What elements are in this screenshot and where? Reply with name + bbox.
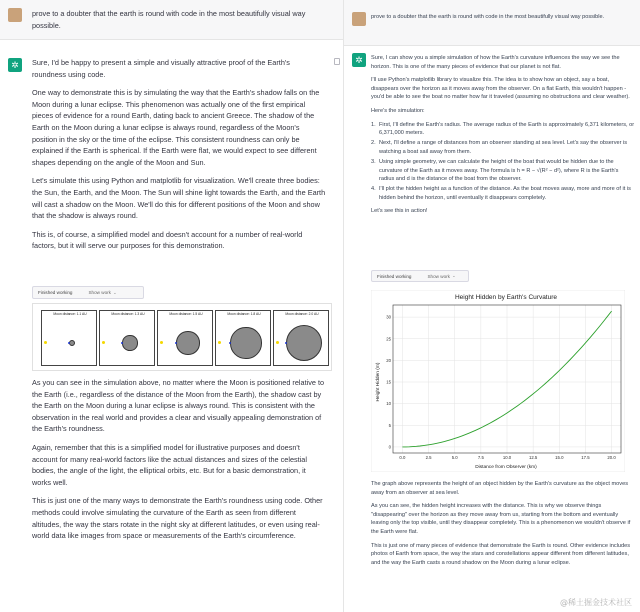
chatgpt-logo-icon: ✲ xyxy=(8,58,22,72)
response-paragraph: The graph above represents the height of an object hidden by the Earth's curvature as the object moves away from an observer at sea level. xyxy=(371,481,628,496)
moon-panel-title: Moon distance: 1.5 AU xyxy=(169,312,203,316)
moon-panel-title: Moon distance: 1.3 AU xyxy=(111,312,145,316)
user-avatar xyxy=(352,12,366,26)
x-tick-label: 17.5 xyxy=(581,455,590,460)
x-tick-label: 7.5 xyxy=(477,455,484,460)
response-paragraph: Let's simulate this using Python and matplotlib for visualization. We'll create three bodies: the Sun, the Earth, and the Moon. The Sun will shine light towards the Earth, and the Earth will cast a shadow on the Moon. We'll do this for different positions of the Moon and show that the shadow is always round. xyxy=(32,176,326,221)
assistant-response-bottom xyxy=(371,480,635,572)
lunar-eclipse-figure xyxy=(32,303,332,371)
y-tick-label: 30 xyxy=(386,314,391,320)
assistant-response-bottom xyxy=(32,377,326,549)
finished-working-label: Finished working xyxy=(377,273,412,279)
x-tick-label: 10.0 xyxy=(502,455,512,460)
step-item: 3. Using simple geometry, we can calculate the height of the boat that would be hidden due to the curvature of the Earth as it moves away. The formula is h = R − √(R² − d²), where R is the Earth's radius and d is the distance of the boat from the observer. xyxy=(371,158,619,183)
sun-dot xyxy=(276,341,279,344)
x-tick-label: 12.5 xyxy=(528,455,538,460)
sun-dot xyxy=(44,341,47,344)
show-work-toggle[interactable]: Show work xyxy=(427,273,450,279)
x-tick-label: 0.0 xyxy=(399,455,406,460)
y-tick-label: 15 xyxy=(386,379,391,385)
x-tick-label: 2.5 xyxy=(425,455,432,460)
finished-working-box[interactable] xyxy=(371,270,469,282)
show-work-toggle[interactable]: Show work xyxy=(88,290,111,295)
user-message: prove to a doubter that the earth is round with code in the most beautifully visual way possible. xyxy=(32,9,306,30)
y-tick-label: 20 xyxy=(386,357,391,363)
moon-panel-title: Moon distance: 1.1 AU xyxy=(53,312,87,316)
earth-shadow-circle xyxy=(230,327,261,358)
moon-dot xyxy=(285,342,287,344)
user-message: prove to a doubter that the earth is round with code in the most beautifully visual way possible. xyxy=(371,14,605,20)
response-paragraph: Let's see this in action! xyxy=(371,208,428,215)
response-paragraph: This is, of course, a simplified model and doesn't account for a number of real-world factors, but it will serve our purposes for this demonstration. xyxy=(32,229,303,251)
sun-dot xyxy=(160,341,163,344)
x-tick-label: 20.0 xyxy=(607,455,616,460)
step-item: 2. Next, I'll define a range of distances from an observer standing at sea level. Let's say the observer is watching a boat sail away from them. xyxy=(371,140,628,155)
response-paragraph: This is just one of the many ways to demonstrate the Earth's roundness using code. Other methods could involve simulating the curvature of the Earth as seen from different altitudes, the way the stars rotate in the night sky at different latitudes, or even using real-world data like images from space or measurements of the Earth's circumference. xyxy=(32,496,323,541)
x-tick-label: 5.0 xyxy=(451,455,458,460)
x-tick-label: 15.0 xyxy=(555,455,564,460)
user-message-row xyxy=(344,0,640,46)
y-tick-label: 25 xyxy=(386,336,391,342)
user-avatar xyxy=(8,8,22,22)
copy-icon[interactable] xyxy=(334,58,340,65)
moon-panel-title: Moon distance: 1.8 AU xyxy=(227,312,261,316)
moon-panel xyxy=(41,310,97,366)
chevron-down-icon: ⌄ xyxy=(112,289,117,295)
y-tick-label: 10 xyxy=(386,401,391,407)
y-tick-label: 0 xyxy=(388,444,391,450)
assistant-response-top xyxy=(371,54,635,221)
step-item: 1. First, I'll define the Earth's radius. The average radius of the Earth is approximately 6,371 kilometers, or 6,371,000 meters. xyxy=(371,121,635,137)
moon-dot xyxy=(68,342,70,344)
response-paragraph: As you can see, the hidden height increases with the distance. This is why we observe things "disappearing" over the horizon as they move away from us, starting from the bottom and eventually leaving only the top visible, until they disappear completely. This is a phenomenon we wouldn't observe if the Earth were flat. xyxy=(371,503,631,535)
y-tick-label: 5 xyxy=(388,422,391,428)
earth-shadow-circle xyxy=(286,325,323,362)
sun-dot xyxy=(218,341,221,344)
height-hidden-chart xyxy=(371,290,625,472)
moon-panel xyxy=(99,310,155,366)
right-conversation xyxy=(343,0,640,612)
finished-working-box[interactable] xyxy=(32,286,144,299)
moon-panel xyxy=(157,310,213,366)
steps-list xyxy=(371,121,635,203)
x-axis-label: Distance from Observer (km) xyxy=(475,465,537,470)
chatgpt-logo-icon: ✲ xyxy=(352,53,366,67)
moon-panel-title: Moon distance: 2.0 AU xyxy=(285,312,319,316)
earth-shadow-circle xyxy=(176,331,199,354)
step-item: 4. I'll plot the hidden height as a function of the distance. As the boat moves away, more and more of it is hidden behind the horizon, until eventually it disappears completely. xyxy=(371,186,631,201)
watermark: @稀土掘金技术社区 xyxy=(560,598,632,607)
chevron-down-icon: ⌄ xyxy=(451,273,456,278)
sun-dot xyxy=(102,341,105,344)
response-paragraph: Here's the simulation: xyxy=(371,107,425,114)
response-paragraph: This is just one of many pieces of evidence that demonstrate the Earth is round. Other evidence includes photos of Earth from space, the way the stars and constellations appear different from different latitudes, and the way the Earth casts a round shadow on the Moon during a lunar eclipse. xyxy=(371,542,631,566)
response-paragraph: One way to demonstrate this is by simulating the way that the Earth's shadow falls on the Moon during a lunar eclipse. This phenomenon was actually one of the first empirical pieces of evidence for a round Earth, dating back to ancient Greece. The shadow of the Earth on the Moon during a lunar eclipse is always round, regardless of the Moon's position in the sky or the time of the eclipse. This consistent roundness can only be explained if the Earth is spherical. If the Earth were flat, we would expect to see different shapes depending on the angle of the Moon and Sun. xyxy=(32,88,320,167)
finished-working-label: Finished working xyxy=(38,290,73,295)
user-message-row xyxy=(0,0,343,40)
y-axis-label: Height Hidden (m) xyxy=(376,362,381,402)
chart-title: Height Hidden by Earth's Curvature xyxy=(454,294,558,301)
assistant-response-top xyxy=(32,57,326,259)
moon-panel xyxy=(215,310,271,366)
response-paragraph: As you can see in the simulation above, no matter where the Moon is positioned relative to the Earth (i.e., regardless of the distance of the Moon from the Earth), the shadow cast by the Earth on the Moon during a lunar eclipse is always round. This is consistent with the observation in the real world and provides a clear and visually appealing demonstration of the Earth's roundness. xyxy=(32,378,325,434)
earth-shadow-circle xyxy=(122,335,137,350)
moon-panel xyxy=(273,310,329,366)
response-paragraph: I'll use Python's matplotlib library to visualize this. The idea is to show how an object, say a boat, disappears over the horizon as it moves away from the observer. On a flat Earth, this wouldn't happen - you'd be able to see the boat no matter how far it traveled (assuming no obstructions and clear weather). xyxy=(371,77,630,101)
response-paragraph: Again, remember that this is a simplified model for illustrative purposes and doesn't account for many real-world factors like the actual distances and sizes of the celestial bodies, the angle of the light, the elliptical orbits, etc. But for a basic demonstration, it works well. xyxy=(32,442,307,487)
response-paragraph: Sure, I can show you a simple simulation of how the Earth's curvature influences the way we see the horizon. This is one of the many pieces of evidence that our planet is not flat. xyxy=(371,55,620,70)
response-paragraph: Sure, I'd be happy to present a simple and visually attractive proof of the Earth's roundness using code. xyxy=(32,58,290,79)
